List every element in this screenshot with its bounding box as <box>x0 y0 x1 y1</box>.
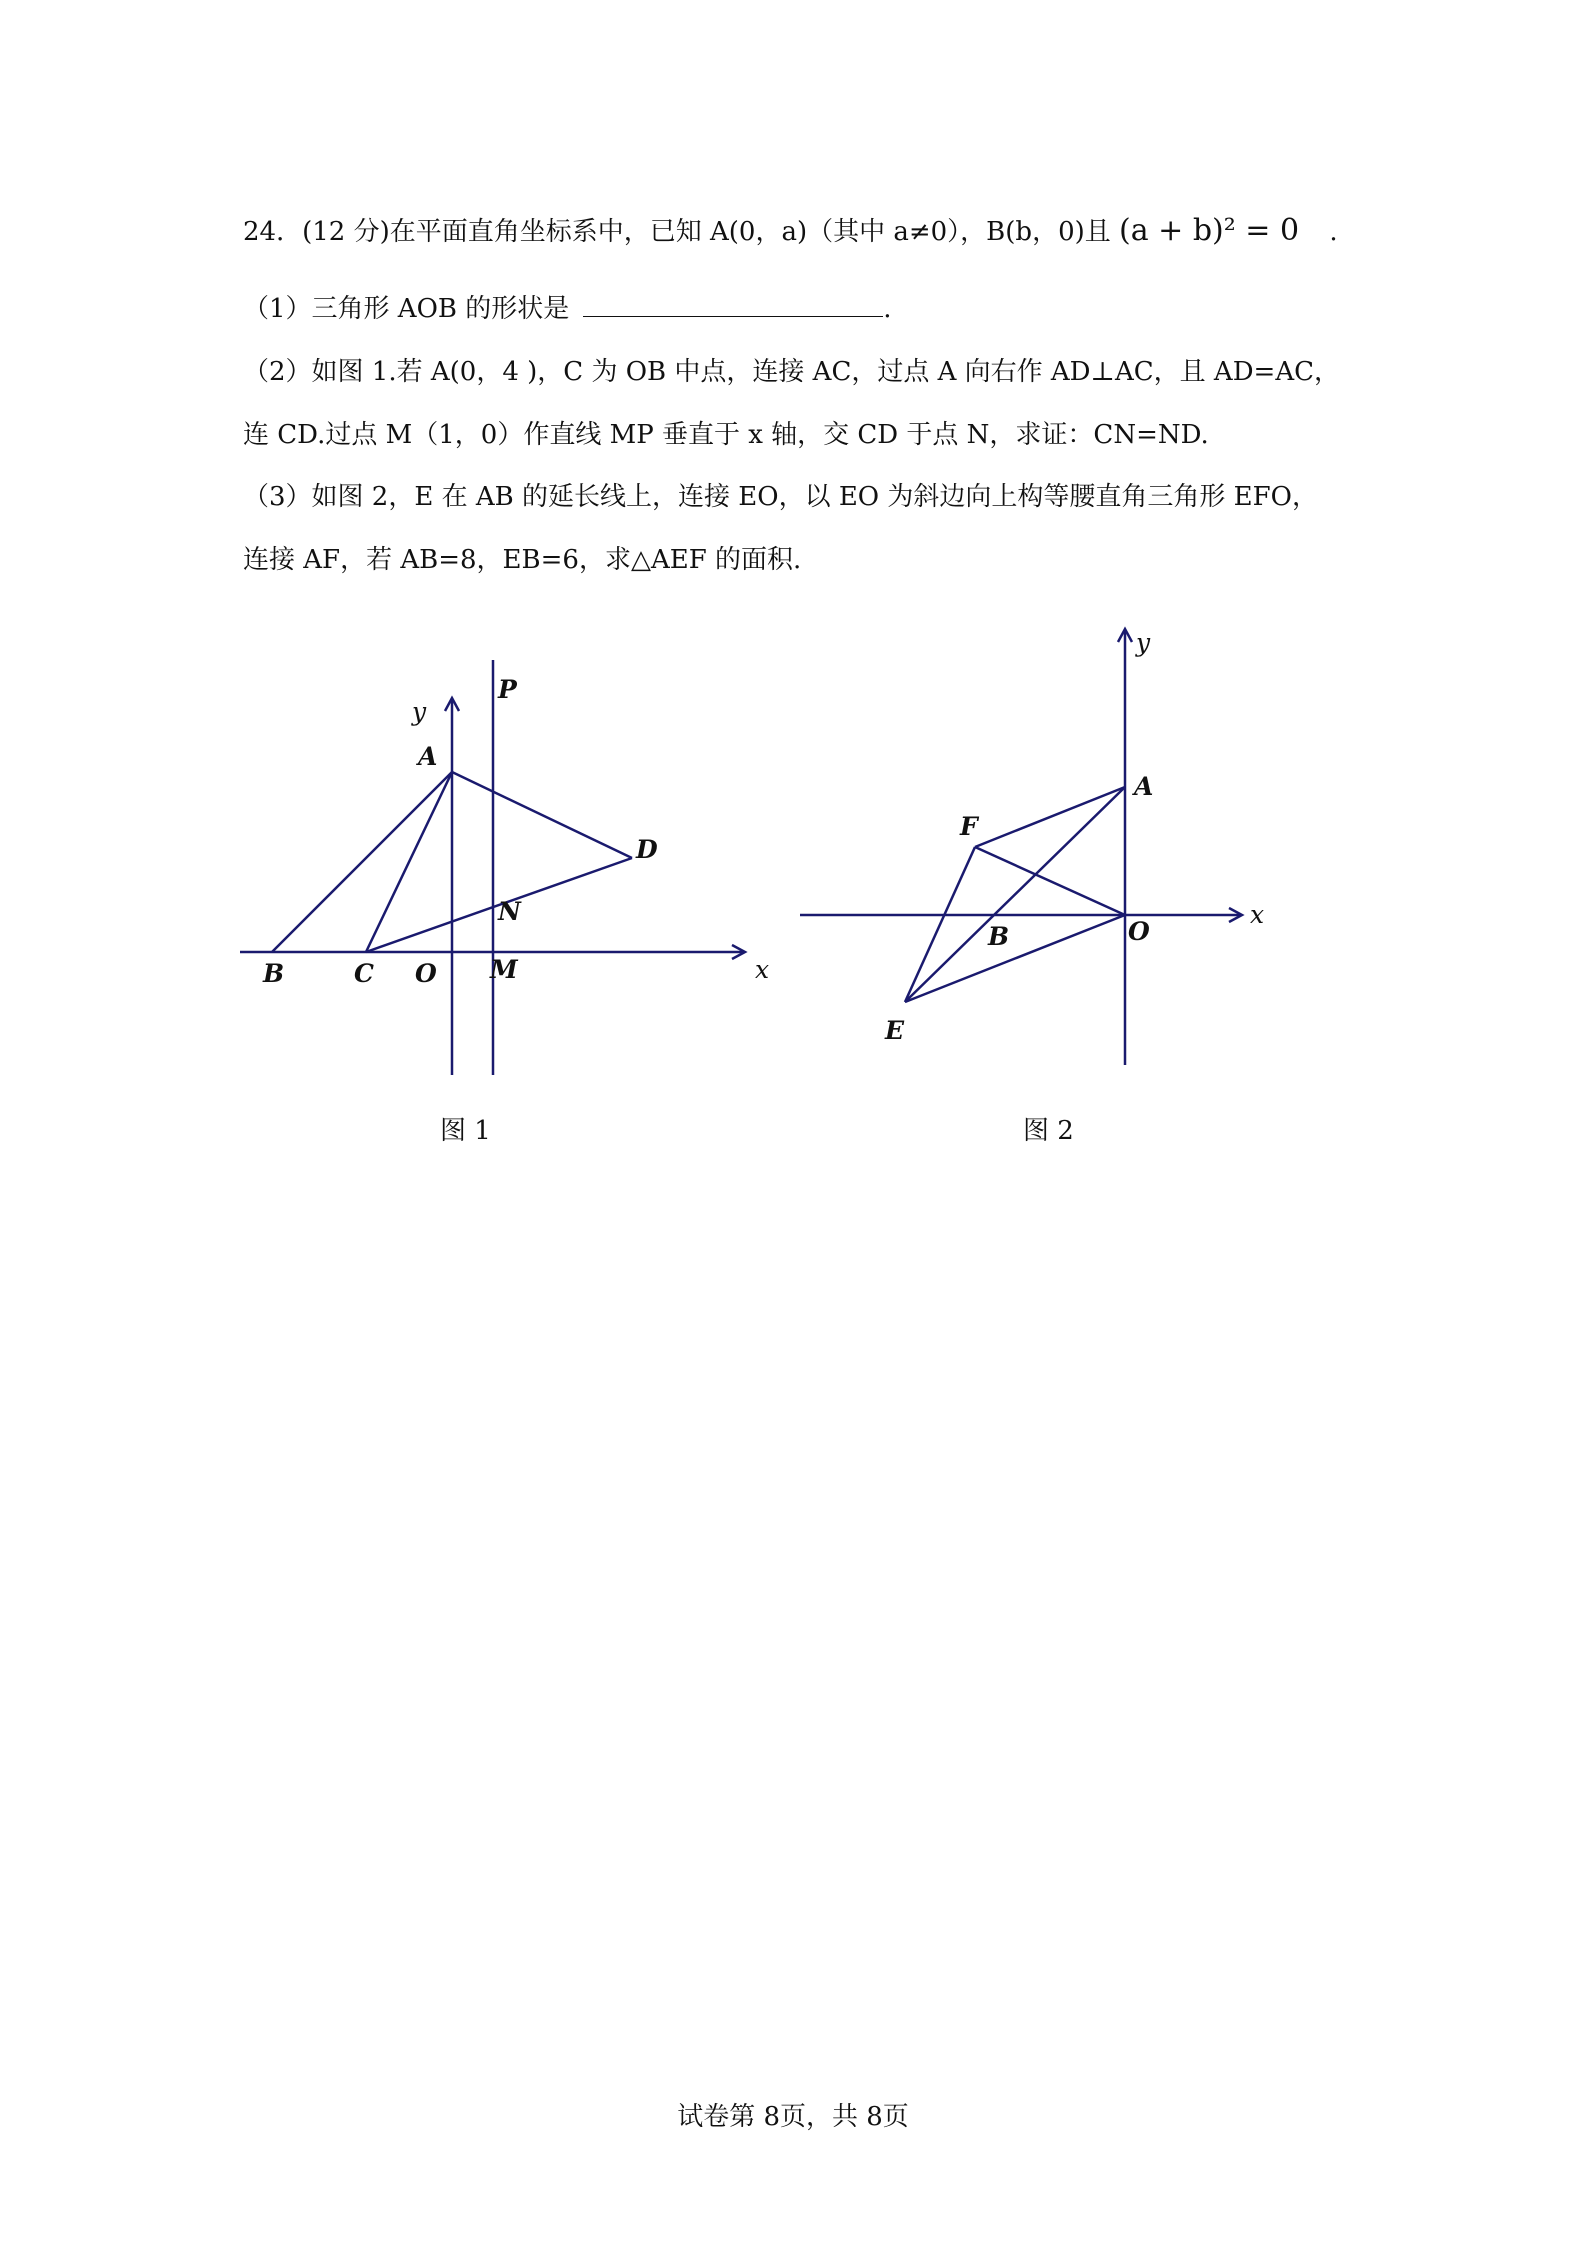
equation: (a + b)² = 0 <box>1119 213 1300 248</box>
part-1 <box>243 292 892 326</box>
label-p: P <box>498 675 517 704</box>
segment-fo <box>975 847 1125 915</box>
label-b: B <box>263 959 285 988</box>
label-o: O <box>1128 917 1150 946</box>
segment-fa <box>975 787 1125 847</box>
label-m: M <box>490 955 518 984</box>
label-o: O <box>415 959 437 988</box>
label-c: C <box>354 959 374 988</box>
question-header-text: 24．(12 分)在平面直角坐标系中，已知 A(0，a)（其中 a≠0），B(b，0)且 <box>243 217 1111 247</box>
figure-1-caption: 图 1 <box>440 1116 491 1146</box>
label-b: B <box>988 922 1010 951</box>
figure-2-caption: 图 2 <box>1023 1116 1074 1146</box>
part-3-line-1: （3）如图 2，E 在 AB 的延长线上，连接 EO，以 EO 为斜边向上构等腰直角三角形 EFO， <box>243 482 1318 512</box>
answer-blank[interactable] <box>583 292 883 317</box>
equation-trail: . <box>1329 217 1338 247</box>
label-e: E <box>885 1016 905 1045</box>
segment-ad <box>452 772 632 858</box>
label-y: y <box>1136 628 1151 657</box>
label-y: y <box>412 697 427 726</box>
question-header <box>243 214 1338 249</box>
label-x: x <box>1250 900 1265 929</box>
part-2-line-2: 连 CD.过点 M（1，0）作直线 MP 垂直于 x 轴，交 CD 于点 N，求证：CN=ND. <box>243 420 1209 450</box>
segment-ea <box>905 787 1125 1002</box>
label-n: N <box>498 897 521 926</box>
page-footer: 试卷第 8页，共 8页 <box>677 2102 909 2132</box>
label-a: A <box>1134 772 1154 801</box>
label-d: D <box>636 835 658 864</box>
label-a: A <box>418 742 438 771</box>
label-f: F <box>960 812 978 841</box>
part-2-line-1: （2）如图 1.若 A(0，4 )，C 为 OB 中点，连接 AC，过点 A 向右作 AD⊥AC，且 AD=AC， <box>243 357 1340 387</box>
figure-2 <box>790 615 1290 1075</box>
part-1-prefix: （1）三角形 AOB 的形状是 <box>243 294 570 324</box>
part-1-suffix: . <box>883 294 892 324</box>
part-3-line-2: 连接 AF，若 AB=8，EB=6，求△AEF 的面积. <box>243 545 802 575</box>
figure-1 <box>230 620 780 1090</box>
segment-ab <box>272 772 452 952</box>
label-x: x <box>755 955 770 984</box>
